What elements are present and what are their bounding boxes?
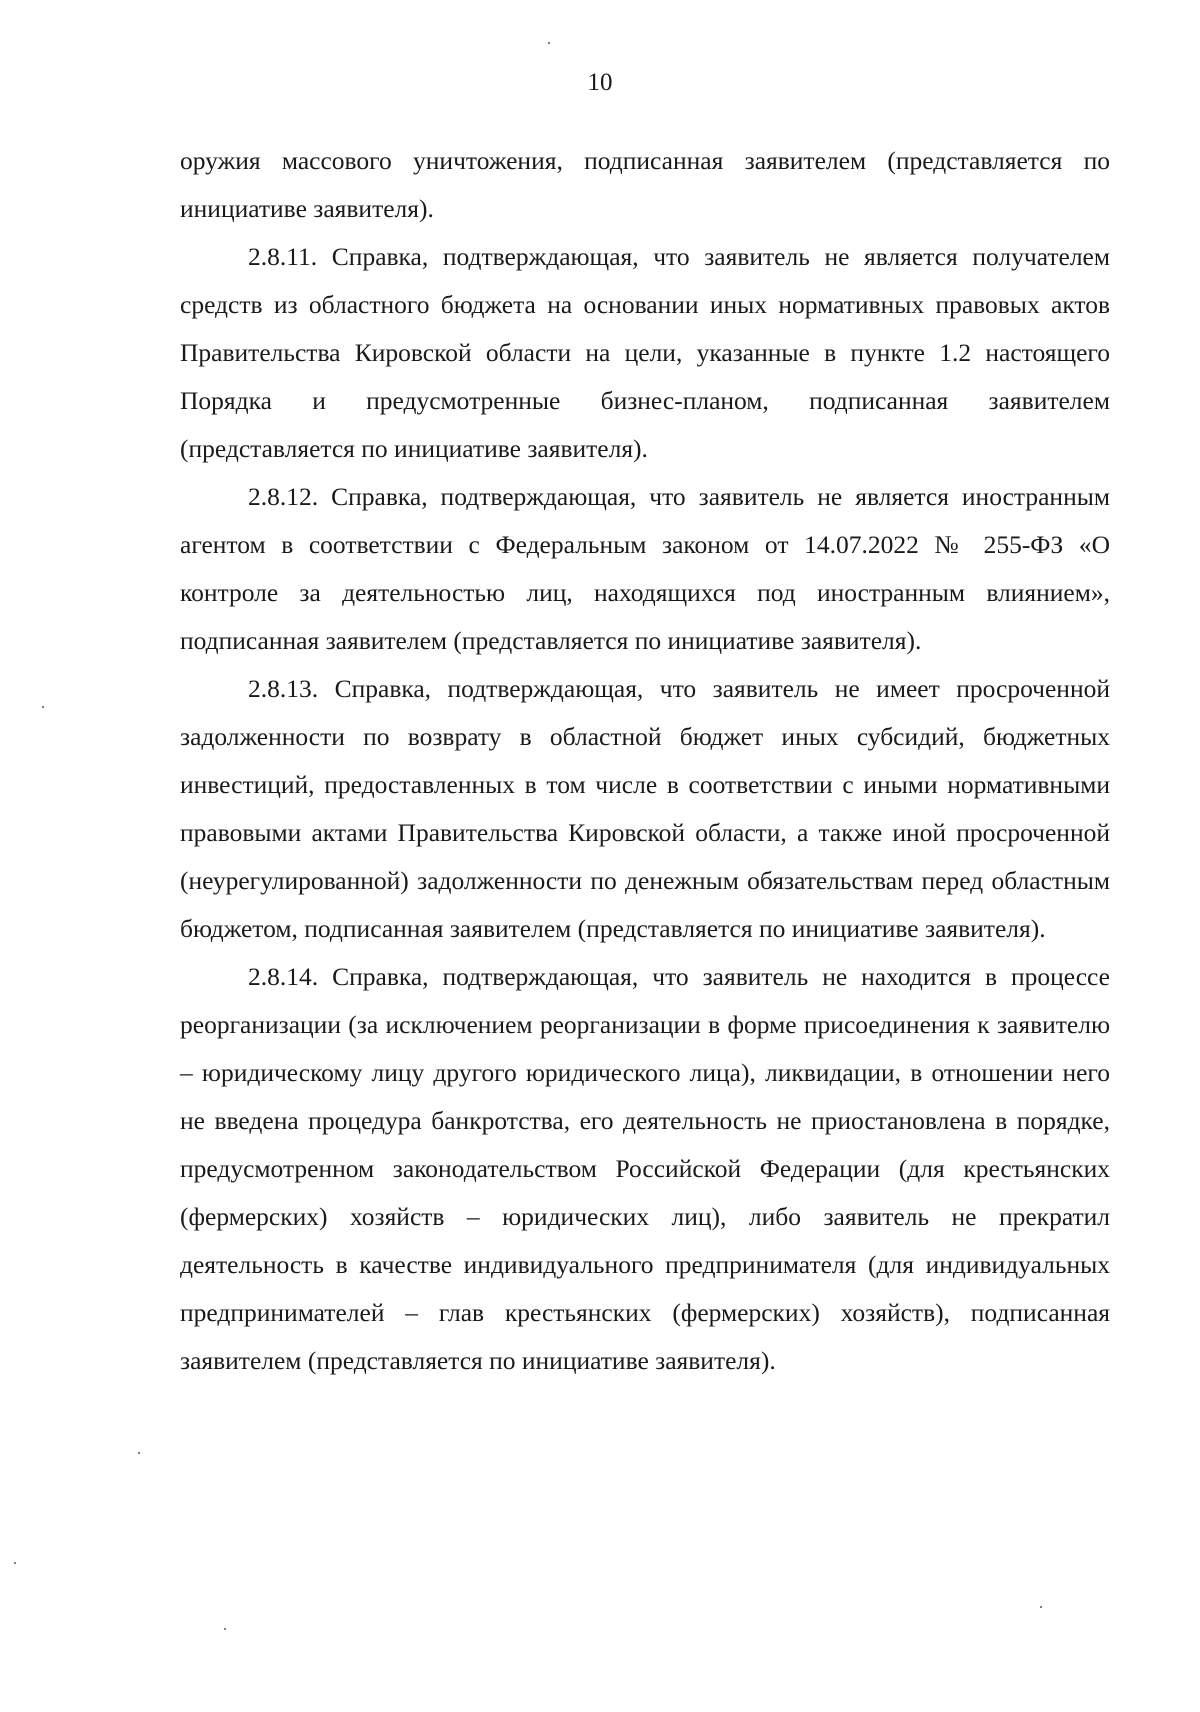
page-number: 10 — [587, 69, 613, 96]
scan-speck — [138, 1452, 140, 1454]
scan-speck — [14, 1562, 16, 1564]
scan-speck — [224, 1628, 226, 1630]
scan-speck — [1040, 1606, 1042, 1608]
paragraph-2-8-13: 2.8.13. Справка, подтверждающая, что заявитель не имеет просроченной задолженности по возврату в областной бюджет иных субсидий, бюджетных инвестиций, предоставленных в том числе в соответствии с иными нормативными правовыми актами Правительства Кировской области, а также иной просроченной (неурегулированной) задолженности по денежным обязательствам перед областным бюджетом, подписанная заявителем (представляется по инициативе заявителя). — [180, 674, 1110, 943]
paragraph-continuation: оружия массового уничтожения, подписанная заявителем (представляется по инициативе заявителя). — [180, 146, 1110, 223]
paragraph-2-8-12: 2.8.12. Справка, подтверждающая, что заявитель не является иностранным агентом в соответствии с Федеральным законом от 14.07.2022 № 255-ФЗ «О контроле за деятельностью лиц, находящихся под иностранным влиянием», подписанная заявителем (представляется по инициативе заявителя). — [180, 482, 1110, 655]
paragraph-2-8-14: 2.8.14. Справка, подтверждающая, что заявитель не находится в процессе реорганизации (за исключением реорганизации в форме присоединения к заявителю – юридическому лицу другого юридического лица), ликвидации, в отношении него не введена процедура банкротства, его деятельность не приостановлена в порядке, предусмотренном законодательством Российской Федерации (для крестьянских (фермерских) хозяйств – юридических лиц), либо заявитель не прекратил деятельность в качестве индивидуального предпринимателя (для индивидуальных предпринимателей – глав крестьянских (фермерских) хозяйств), подписанная заявителем (представляется по инициативе заявителя). — [180, 962, 1110, 1375]
paragraph-2-8-11: 2.8.11. Справка, подтверждающая, что заявитель не является получателем средств из областного бюджета на основании иных нормативных правовых актов Правительства Кировской области на цели, указанные в пункте 1.2 настоящего Порядка и предусмотренные бизнес-планом, подписанная заявителем (представляется по инициативе заявителя). — [180, 242, 1110, 463]
document-body — [180, 137, 1110, 1385]
scan-speck — [42, 706, 44, 708]
scan-speck — [548, 42, 550, 44]
